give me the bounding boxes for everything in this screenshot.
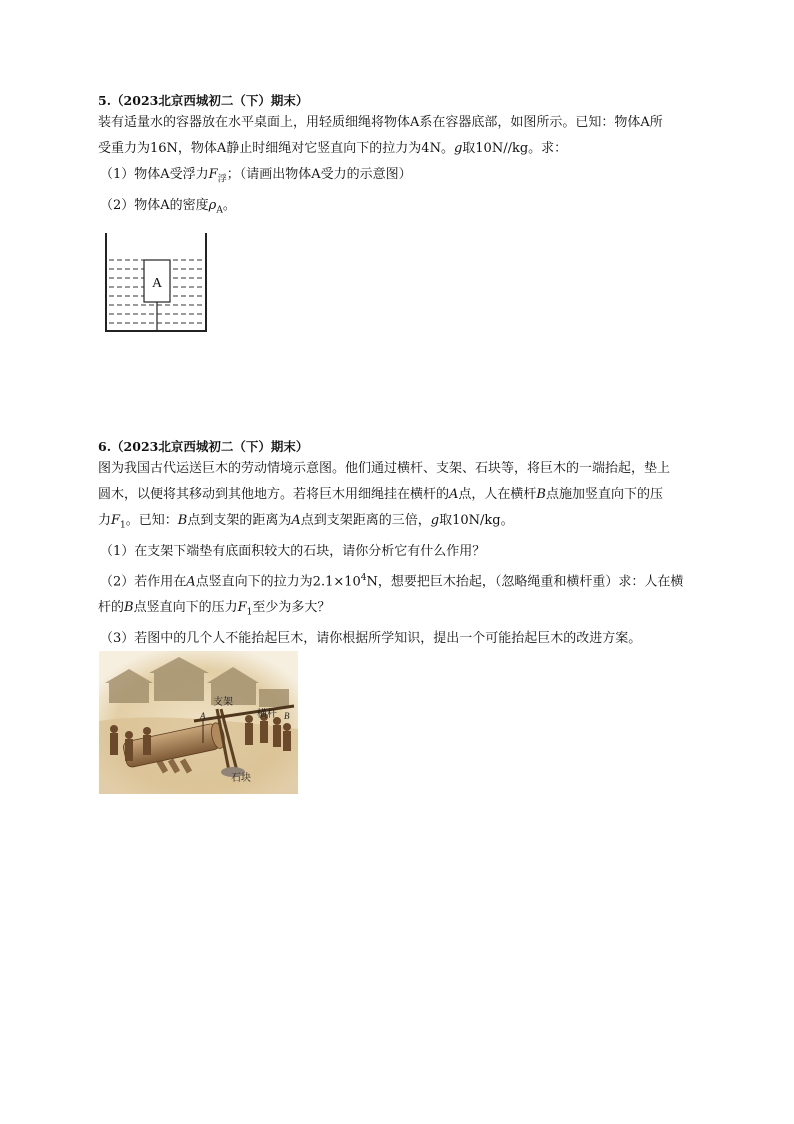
log-lifting-illustration <box>99 651 298 794</box>
question-5-sub-1: （1）物体A受浮力$F_浮$；（请画出物体A受力的示意图） <box>100 167 412 185</box>
question-6-stem-line-2: 圆木，以便将其移动到其他地方。若将巨木用细绳挂在横杆的A点，人在横杆B点施加竖直向下的压 <box>98 487 663 502</box>
question-5-stem-line-2: 受重力为16N，物体A静止时细绳对它竖直向下的拉力为4N。g取10N//kg。求： <box>98 141 568 156</box>
question-5-sub-2: （2）物体A的密度$\rho_A$。 <box>100 197 236 216</box>
label-lever: 横杆 <box>257 709 277 720</box>
label-point-a: A <box>200 711 206 721</box>
question-6-sub-1: （1）在支架下端垫有底面积较大的石块，请你分析它有什么作用？ <box>100 543 486 559</box>
block-a-label: A <box>151 276 163 291</box>
container-diagram <box>104 233 208 335</box>
question-6-sub-2-line-2: 杆的B点竖直向下的压力$F_1$至少为多大？ <box>98 599 331 618</box>
question-6-sub-3: （3）若图中的几个人不能抬起巨木，请你根据所学知识，提出一个可能抬起巨木的改进方案。 <box>100 630 642 646</box>
question-6 <box>98 438 718 652</box>
question-6-header: 6.（2023北京西城初二（下）期末） <box>98 439 309 454</box>
question-5 <box>98 92 718 223</box>
label-stone: 石块 <box>231 773 251 784</box>
label-support: 支架 <box>213 697 233 708</box>
question-6-stem-line-3: 力$F_1$。已知：B点到支架的距离为A点到支架距离的三倍，g取10N/kg。 <box>98 513 514 531</box>
question-5-stem-line-1: 装有适量水的容器放在水平桌面上，用轻质细绳将物体A系在容器底部，如图所示。已知：物体A所 <box>98 115 663 130</box>
question-5-header: 5.（2023北京西城初二（下）期末） <box>98 93 309 108</box>
question-6-sub-2: （2）若作用在A点竖直向下的拉力为$2.1\times 10^4N$，想要把巨木抬起，（忽略绳重和横杆重）求：人在横 <box>100 572 684 589</box>
label-point-b: B <box>284 711 290 721</box>
question-6-stem-line-1: 图为我国古代运送巨木的劳动情境示意图。他们通过横杆、支架、石块等，将巨木的一端抬起，垫上 <box>98 461 671 476</box>
